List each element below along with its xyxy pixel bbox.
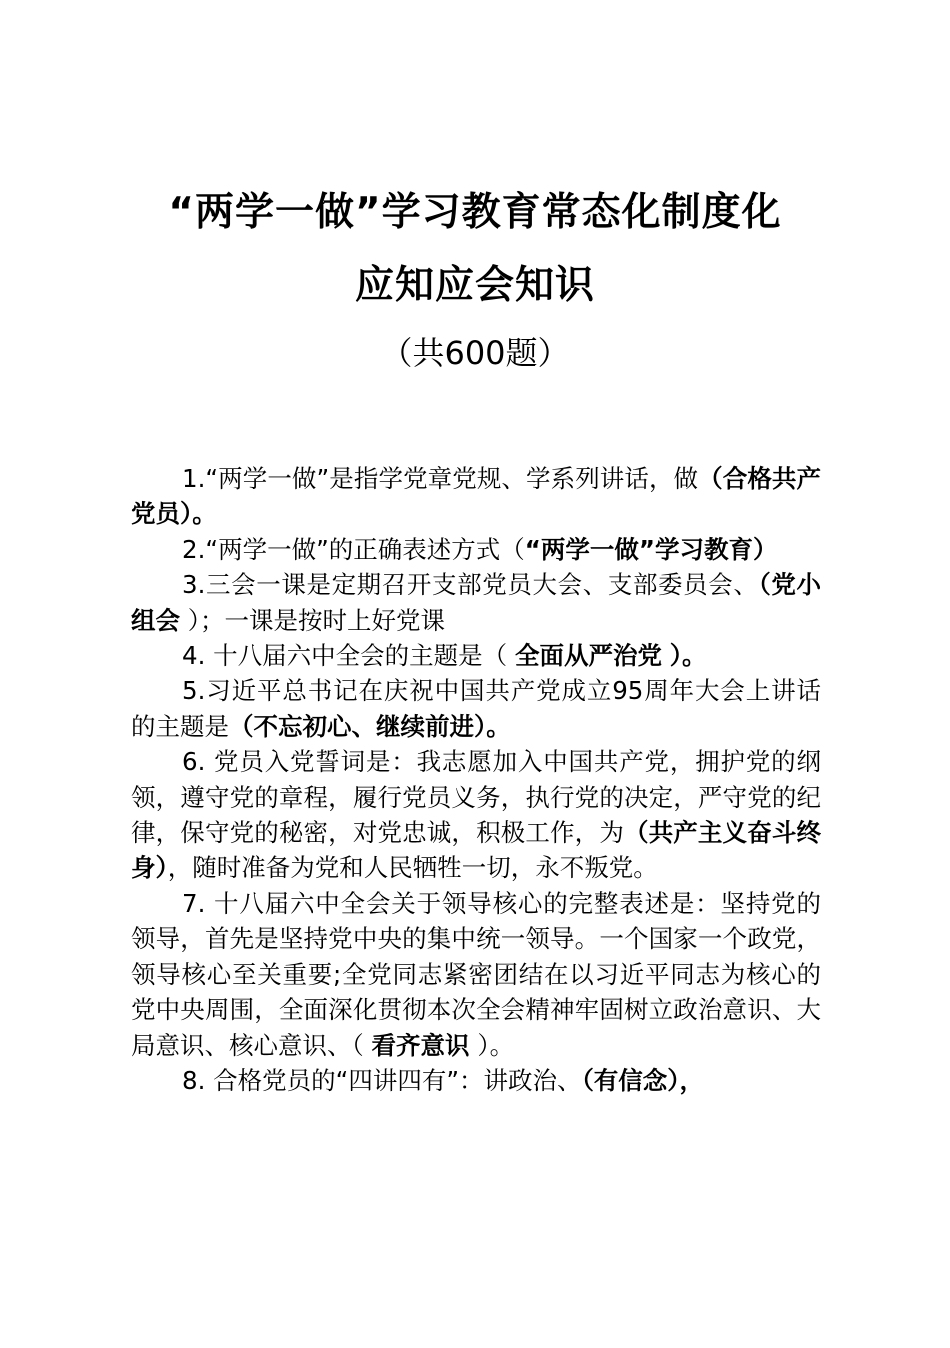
question-3 <box>131 567 821 638</box>
question-text-after: ）；一课是按时上好党课 <box>187 605 446 635</box>
question-text: 7. 十八届六中全会关于领导核心的完整表述是：坚持党的领导，首先是坚持党中央的集中统一领导。一个国家一个政党，领导核心至关重要;全党同志紧密团结在以习近平同志为核心的党中央周围，全面深化贯彻本次全会精神牢固树立政治意识、大局意识、核心意识、（ <box>131 888 821 1060</box>
answer-text: 全面从严治党 <box>514 641 662 671</box>
question-text: 4. 十八届六中全会的主题是（ <box>182 641 508 671</box>
answer-text: （不忘初心、继续前进）。 <box>229 711 511 741</box>
answer-text: “两学一做”学习教育） <box>524 534 778 564</box>
question-8 <box>131 1063 821 1098</box>
question-list <box>131 461 821 1098</box>
question-text: 8. 合格党员的“四讲四有”：讲政治、 <box>182 1065 582 1095</box>
question-2 <box>131 532 821 567</box>
question-5 <box>131 673 821 744</box>
question-text: 3.三会一课是定期召开支部党员大会、支部委员会、 <box>182 570 759 600</box>
question-text: 5.习近平总书记在庆祝中国共产党成立95周年大会上讲话的主题是 <box>131 676 821 741</box>
question-text: 2.“两学一做”的正确表述方式（ <box>182 534 525 564</box>
answer-text: （有信念）， <box>581 1065 705 1095</box>
answer-text: （党小组会 <box>131 570 822 635</box>
answer-text: （合格共产党员）。 <box>131 464 821 529</box>
question-text-after: ）。 <box>477 1030 515 1060</box>
question-7 <box>131 886 821 1063</box>
question-text-after: ，随时准备为党和人民牺牲一切，永不叛党。 <box>167 853 658 883</box>
question-text: 1.“两学一做”是指学党章党规、学系列讲话，做 <box>182 464 699 493</box>
answer-text: （共产主义奋斗终身） <box>131 818 822 883</box>
document-subtitle: （共600题） <box>380 334 570 372</box>
question-text-after: ）。 <box>669 641 707 671</box>
question-6 <box>131 744 821 886</box>
answer-text: 看齐意识 <box>371 1030 470 1060</box>
document-title-line1: “两学一做”学习教育常态化制度化 <box>168 190 782 235</box>
question-text: 6. 党员入党誓词是：我志愿加入中国共产党，拥护党的纲领，遵守党的章程，履行党员义务，执行党的决定，严守党的纪律，保守党的秘密，对党忠诚，积极工作，为 <box>131 747 821 848</box>
question-1 <box>131 461 821 532</box>
document-title-line2: 应知应会知识 <box>354 263 595 308</box>
question-4 <box>131 638 821 673</box>
